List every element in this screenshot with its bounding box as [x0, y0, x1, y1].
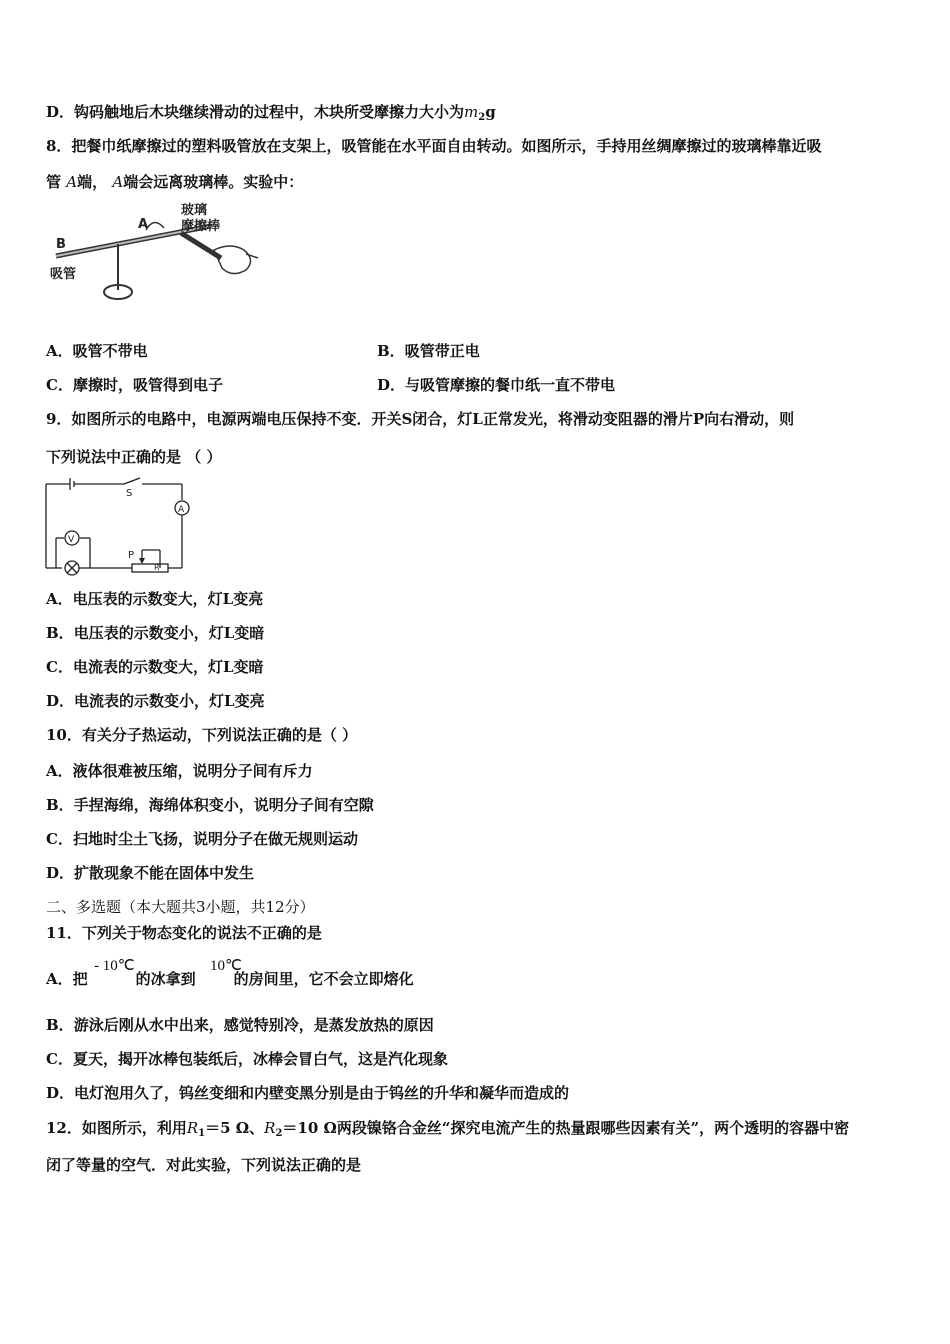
- q11-option-b: B．游泳后刚从水中出来，感觉特别冷，是蒸发放热的原因: [46, 1016, 434, 1034]
- q9-option-d: D．电流表的示数变小，灯L变亮: [46, 692, 265, 710]
- resistor-label: R: [154, 563, 160, 572]
- q7-option-d: D．钩码触地后木块继续滑动的过程中，木块所受摩擦力大小为$m_2g$: [46, 103, 496, 123]
- q8-option-a: A．吸管不带电: [46, 342, 148, 360]
- q9-stem-line1: 9．如图所示的电路中，电源两端电压保持不变．开关S闭合，灯L正常发光，将滑动变阻器的滑片P向右滑动，则: [46, 410, 795, 428]
- section-title: 二、多选题（本大题共3小题，共12分）: [46, 898, 315, 916]
- slider-label: P: [128, 550, 135, 561]
- label-straw: 吸管: [50, 267, 77, 282]
- q9-circuit-diagram: [42, 476, 202, 576]
- q10-option-a: A．液体很难被压缩，说明分子间有斥力: [46, 762, 313, 780]
- ammeter-label: A: [178, 505, 185, 515]
- label-a: A: [138, 217, 149, 232]
- q8-option-d: D．与吸管摩擦的餐巾纸一直不带电: [377, 376, 616, 394]
- q8-straw-figure: [46, 198, 276, 308]
- q8-option-b: B．吸管带正电: [377, 342, 480, 360]
- q9-option-b: B．电压表的示数变小，灯L变暗: [46, 624, 265, 642]
- q8-option-c: C．摩擦时，吸管得到电子: [46, 376, 223, 394]
- q10-option-d: D．扩散现象不能在固体中发生: [46, 864, 255, 882]
- q11-option-c: C．夏天，揭开冰棒包装纸后，冰棒会冒白气，这是汽化现象: [46, 1050, 448, 1068]
- q9-option-c: C．电流表的示数变大，灯L变暗: [46, 658, 264, 676]
- voltmeter-label: V: [68, 535, 75, 545]
- q11-option-a: A．把 的冰拿到 的房间里，它不会立即熔化: [46, 970, 414, 988]
- q12-stem-line1: 12．如图所示，利用$R_1=5$ Ω、$R_2=10$ Ω两段镍铬合金丝“探究电流产生的热量跟哪些因素有关”，两个透明的容器中密: [46, 1119, 850, 1139]
- q10-option-b: B．手捏海绵，海绵体积变小，说明分子间有空隙: [46, 796, 374, 814]
- q8-stem-line2: 管 A端， A端会远离玻璃棒。实验中：: [46, 173, 304, 191]
- q9-option-a: A．电压表的示数变大，灯L变亮: [46, 590, 264, 608]
- q10-stem: 10．有关分子热运动，下列说法正确的是（ ）: [46, 726, 358, 744]
- label-b: B: [56, 237, 66, 252]
- label-rod-1: 玻璃: [181, 203, 208, 218]
- q8-stem-line1: 8．把餐巾纸摩擦过的塑料吸管放在支架上，吸管能在水平面自由转动。如图所示，手持用丝绸摩擦过的玻璃棒靠近吸: [46, 137, 822, 155]
- q10-option-c: C．扫地时尘土飞扬，说明分子在做无规则运动: [46, 830, 358, 848]
- q12-stem-line2: 闭了等量的空气．对此实验，下列说法正确的是: [46, 1156, 362, 1174]
- q9-stem-line2: 下列说法中正确的是 （ ）: [46, 448, 222, 466]
- label-rod-2: 摩擦棒: [181, 219, 221, 234]
- switch-label: S: [126, 488, 133, 499]
- temp-minus-10: - 10℃: [94, 958, 135, 974]
- q11-stem: 11．下列关于物态变化的说法不正确的是: [46, 924, 322, 942]
- q11-option-d: D．电灯泡用久了，钨丝变细和内壁变黑分别是由于钨丝的升华和凝华而造成的: [46, 1084, 570, 1102]
- temp-plus-10: 10℃: [210, 958, 242, 974]
